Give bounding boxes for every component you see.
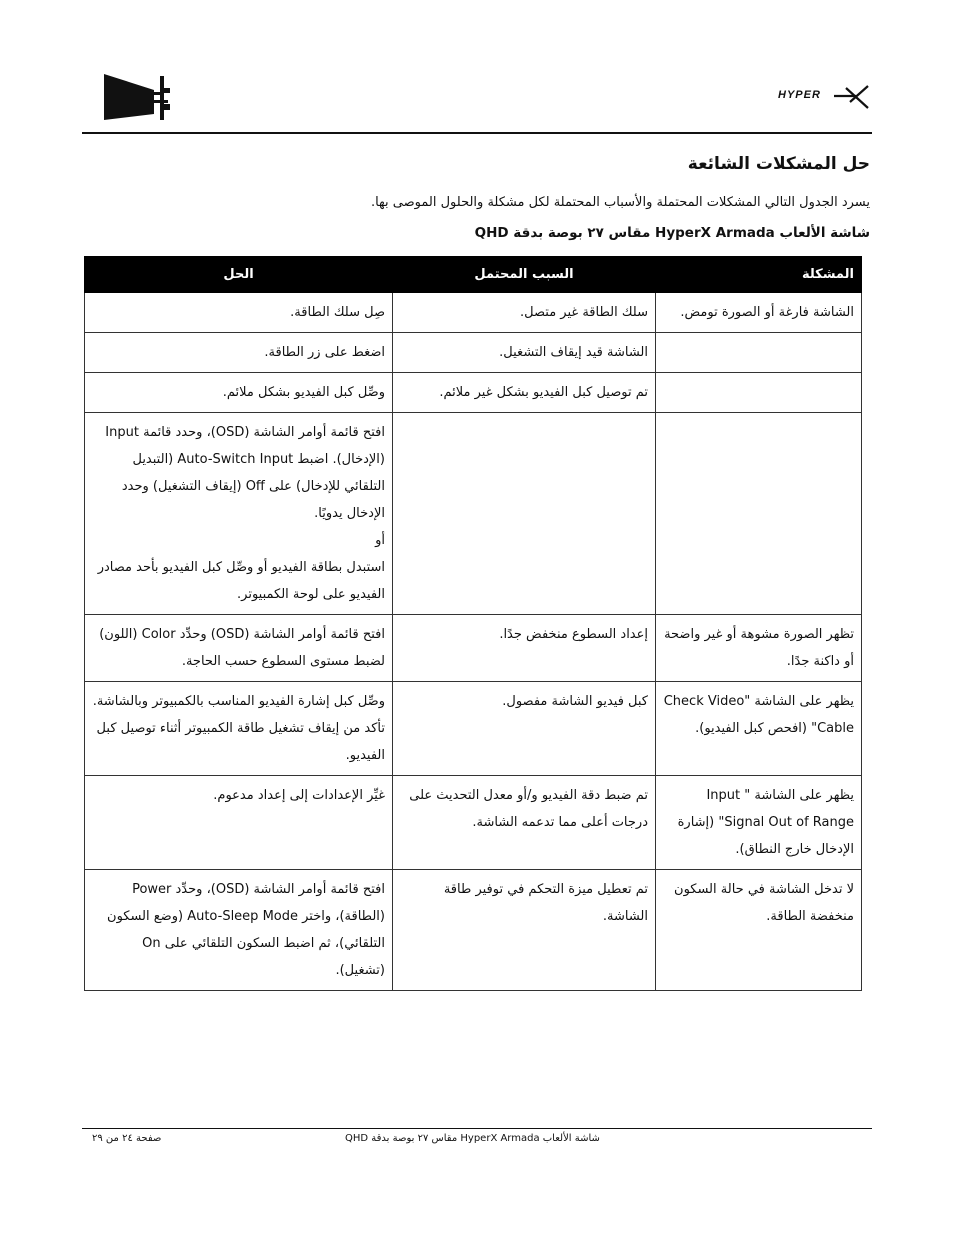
header-solution: الحل bbox=[85, 257, 393, 293]
problem-cell: الشاشة فارغة أو الصورة تومض. bbox=[656, 293, 862, 333]
solution-cell bbox=[85, 776, 393, 870]
intro-text: يسرد الجدول التالي المشكلات المحتملة والأسباب المحتملة لكل مشكلة والحلول الموصى بها. bbox=[370, 195, 870, 210]
header-divider bbox=[82, 132, 872, 134]
header-problem: المشكلة bbox=[656, 257, 862, 293]
footer-divider bbox=[82, 1128, 872, 1129]
solution-cell bbox=[85, 333, 393, 373]
solution-cell bbox=[85, 870, 393, 991]
cause-cell: تم توصيل كبل الفيديو بشكل غير ملائم. bbox=[393, 373, 656, 413]
solution-text: افتح قائمة أوامر الشاشة (OSD)، وحدد قائمة Input (الإدخال). اضبط Auto-Switch Input (التبديل التلقائي للإدخال) على Off (إيقاف التشغيل) وحدد الإدخال يدويًا. bbox=[105, 425, 385, 521]
cause-cell: تم ضبط دقة الفيديو و/أو معدل التحديث على درجات أعلى مما تدعمه الشاشة. bbox=[393, 776, 656, 870]
solution-text: وصِّل كبل الفيديو بشكل ملائم. bbox=[222, 385, 385, 400]
table-row bbox=[85, 870, 862, 991]
table-row bbox=[85, 373, 862, 413]
problem-cell: يظهر على الشاشة " Input Signal Out of Range" (إشارة الإدخال خارج النطاق). bbox=[656, 776, 862, 870]
problem-cell bbox=[656, 373, 862, 413]
cause-cell: سلك الطاقة غير متصل. bbox=[393, 293, 656, 333]
table-row bbox=[85, 413, 862, 615]
table-row bbox=[85, 293, 862, 333]
solution-text: وصِّل كبل إشارة الفيديو المناسب بالكمبيوتر وبالشاشة. تأكد من إيقاف تشغيل طاقة الكمبيوتر أثناء توصيل كبل الفيديو. bbox=[92, 694, 385, 763]
solution-cell bbox=[85, 293, 393, 333]
cause-cell: تم تعطيل ميزة التحكم في توفير طاقة الشاشة. bbox=[393, 870, 656, 991]
svg-text:HYPER: HYPER bbox=[778, 89, 821, 101]
footer-doc-title: شاشة الألعاب HyperX Armada مقاس ٢٧ بوصة بدقة QHD bbox=[345, 1133, 600, 1144]
solution-text: افتح قائمة أوامر الشاشة (OSD) وحدِّد Color (اللون) لضبط مستوى السطوع حسب الحاجة. bbox=[99, 627, 385, 669]
solution-cell bbox=[85, 615, 393, 682]
table-row bbox=[85, 615, 862, 682]
table-row bbox=[85, 776, 862, 870]
monitor-arm-icon bbox=[102, 70, 178, 122]
section-title: حل المشكلات الشائعة bbox=[687, 154, 870, 174]
problem-cell: يظهر على الشاشة "Check Video Cable" (افحص كبل الفيديو). bbox=[656, 682, 862, 776]
cause-cell: الشاشة قيد إيقاف التشغيل. bbox=[393, 333, 656, 373]
cause-cell: كبل فيديو الشاشة مفصول. bbox=[393, 682, 656, 776]
table-header-row bbox=[85, 257, 862, 293]
solution-or-separator: أو bbox=[375, 533, 385, 548]
solution-text: غيِّر الإعدادات إلى إعداد مدعوم. bbox=[213, 788, 385, 803]
cause-cell: إعداد السطوع منخفض جدًا. bbox=[393, 615, 656, 682]
table-row bbox=[85, 333, 862, 373]
table-row bbox=[85, 682, 862, 776]
table-caption: شاشة الألعاب HyperX Armada مقاس ٢٧ بوصة بدقة QHD bbox=[474, 225, 870, 241]
problem-cell: تظهر الصورة مشوهة أو غير واضحة أو داكنة جدًا. bbox=[656, 615, 862, 682]
problem-cell: لا تدخل الشاشة في حالة السكون منخفضة الطاقة. bbox=[656, 870, 862, 991]
solution-cell bbox=[85, 373, 393, 413]
footer-page-number: صفحة ٢٤ من ٢٩ bbox=[92, 1133, 162, 1144]
solution-text: افتح قائمة أوامر الشاشة (OSD)، وحدِّد Power (الطاقة)، واختر Auto-Sleep Mode (وضع السكون التلقائي)، ثم اضبط السكون التلقائي على On (تشغيل). bbox=[107, 882, 385, 978]
troubleshooting-table bbox=[84, 256, 862, 991]
cause-cell bbox=[393, 413, 656, 615]
hyperx-logo bbox=[776, 82, 872, 112]
problem-cell bbox=[656, 413, 862, 615]
solution-cell bbox=[85, 413, 393, 615]
header-cause: السبب المحتمل bbox=[393, 257, 656, 293]
solution-cell bbox=[85, 682, 393, 776]
solution-text: اضغط على زر الطاقة. bbox=[264, 345, 385, 360]
solution-text-alt: استبدل بطاقة الفيديو أو وصِّل كبل الفيديو بأحد مصادر الفيديو على لوحة الكمبيوتر. bbox=[97, 560, 385, 602]
solution-text: صِل سلك الطاقة. bbox=[290, 305, 385, 320]
problem-cell bbox=[656, 333, 862, 373]
